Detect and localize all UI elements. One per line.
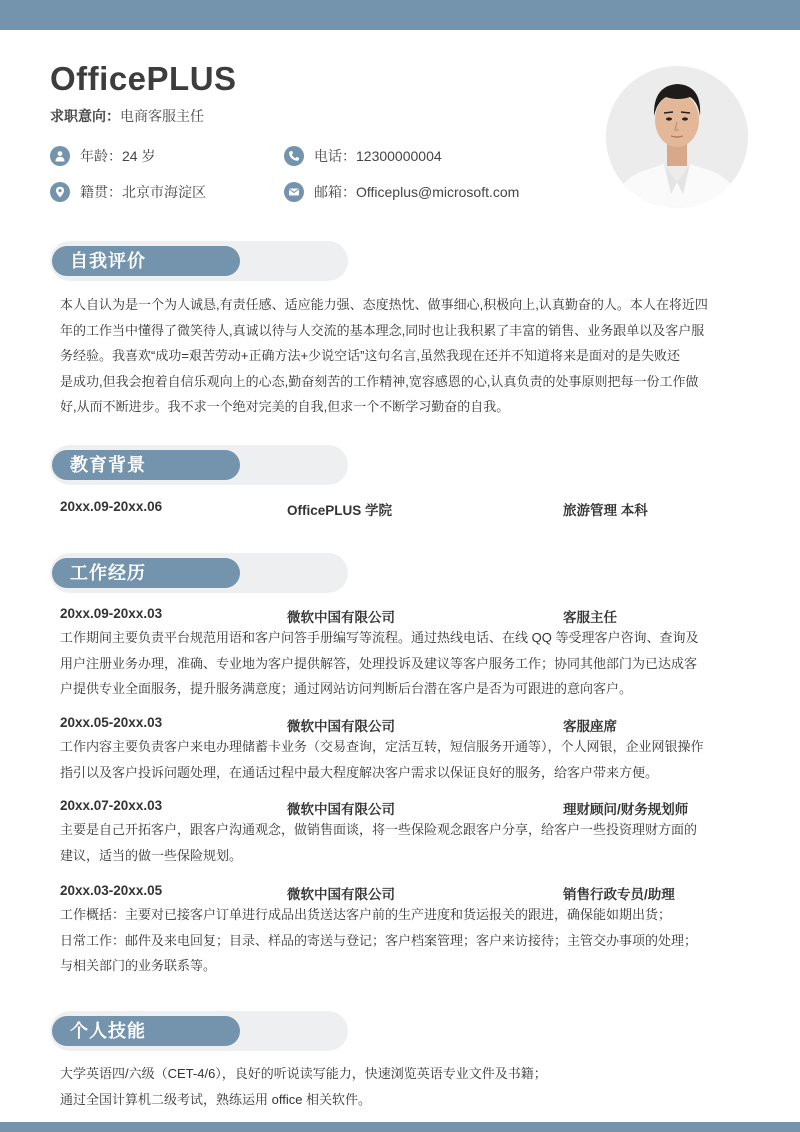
- job-row: [60, 715, 760, 735]
- skills-text: [60, 1061, 760, 1112]
- self-eval-line: 好,从而不断进步。我不求一个绝对完美的自我,但求一个不断学习勤奋的自我。: [60, 399, 510, 414]
- person-icon: [50, 146, 70, 166]
- section-header-education: [50, 445, 348, 485]
- info-email: [284, 182, 519, 202]
- job-role: 客服座席: [563, 719, 617, 734]
- job-desc-line: 工作概括：主要对已接客户订单进行成品出货送达客户前的生产进度和货运报关的跟进，确保能如期出货；: [60, 907, 672, 922]
- job-desc-line: 建议，适当的做一些保险规划。: [60, 847, 243, 863]
- job-period: 20xx.09-20xx.03: [60, 606, 163, 621]
- origin-text: 籍贯：北京市海淀区: [80, 184, 206, 200]
- job-description: [60, 902, 760, 979]
- section-title-education: 教育背景: [52, 450, 240, 480]
- job-role: 客服主任: [563, 610, 617, 625]
- job-desc-line: 指引以及客户投诉问题处理，在通话过程中最大程度解决客户需求以保证良好的服务，给客户带来方便。: [60, 764, 659, 780]
- mail-icon: [284, 182, 304, 202]
- job-desc-line: 日常工作：邮件及来电回复；目录、样品的寄送与登记；客户档案管理；客户来访接待；主管交办事项的处理；: [60, 932, 698, 948]
- resume-name: OfficePLUS: [50, 60, 237, 97]
- job-desc-line: 与相关部门的业务联系等。: [60, 958, 217, 973]
- job-role: 理财顾问/财务规划师: [563, 802, 689, 817]
- section-title-skills: 个人技能: [52, 1016, 240, 1046]
- self-eval-text: [60, 292, 760, 420]
- age-text: 年龄：24 岁: [80, 148, 156, 164]
- skills-line: 大学英语四/六级（CET-4/6），良好的听说读写能力，快速浏览英语专业文件及书籍；: [60, 1066, 547, 1081]
- phone-text: 电话：12300000004: [314, 148, 442, 164]
- job-desc-line: 工作内容主要负责客户来电办理储蓄卡业务（交易查询，定活互转，短信服务开通等），个人网银，企业网银操作: [60, 739, 704, 754]
- job-row: [60, 798, 760, 818]
- job-objective: [50, 106, 204, 126]
- self-eval-line: 是成功,但我会抱着自信乐观向上的心态,勤奋刻苦的工作精神,宽容感恩的心,认真负责的处事原则把每一份工作做: [60, 373, 699, 389]
- self-eval-line: 务经验。我喜欢“成功=艰苦劳动+正确方法+少说空话”这句名言,虽然我现在还并不知道将来是面对的是失败还: [60, 348, 681, 363]
- job-row: [60, 883, 760, 903]
- info-origin: [50, 182, 206, 202]
- job-description: [60, 625, 760, 702]
- info-age: [50, 146, 155, 166]
- section-title-self-eval: 自我评价: [52, 246, 240, 276]
- job-period: 20xx.03-20xx.05: [60, 883, 163, 898]
- self-eval-line: 本人自认为是一个为人诚恳,有责任感、适应能力强、态度热忱、做事细心,积极向上,认真勤奋的人。本人在将近四: [60, 297, 708, 312]
- job-company: 微软中国有限公司: [287, 802, 395, 817]
- bottom-accent-bar: [0, 1122, 800, 1132]
- email-text: 邮箱：Officeplus@microsoft.com: [314, 184, 520, 200]
- job-period: 20xx.05-20xx.03: [60, 715, 163, 730]
- job-desc-line: 工作期间主要负责平台规范用语和客户问答手册编写等流程。通过热线电话、在线 QQ 等受理客户咨询、查询及: [60, 630, 699, 645]
- location-pin-icon: [50, 182, 70, 202]
- education-school: OfficePLUS 学院: [287, 503, 393, 518]
- job-desc-line: 户提供专业全面服务，提升服务满意度；通过网站访问判断后台潜在客户是否为可跟进的意向客户。: [60, 681, 633, 696]
- section-header-skills: [50, 1011, 348, 1051]
- section-title-work: 工作经历: [52, 558, 240, 588]
- job-description: [60, 734, 760, 785]
- job-description: [60, 817, 760, 868]
- objective-label: 求职意向：: [50, 108, 120, 124]
- job-desc-line: 用户注册业务办理，准确、专业地为客户提供解答，处理投诉及建议等客户服务工作；协同其他部门为已达成客: [60, 655, 698, 671]
- job-role: 销售行政专员/助理: [563, 887, 675, 902]
- education-major: 旅游管理 本科: [563, 503, 648, 518]
- job-company: 微软中国有限公司: [287, 887, 395, 902]
- phone-icon: [284, 146, 304, 166]
- job-row: [60, 606, 760, 626]
- info-phone: [284, 146, 442, 166]
- education-period: 20xx.09-20xx.06: [60, 499, 163, 514]
- section-header-work: [50, 553, 348, 593]
- education-row: [60, 499, 760, 519]
- self-eval-line: 年的工作当中懂得了微笑待人,真诚以待与人交流的基本理念,同时也让我积累了丰富的销售、业务跟单以及客户服: [60, 322, 705, 338]
- section-header-self-eval: [50, 241, 348, 281]
- objective-value: 电商客服主任: [120, 108, 204, 124]
- profile-photo: [606, 66, 748, 208]
- skills-line: 通过全国计算机二级考试，熟练运用 office 相关软件。: [60, 1091, 372, 1107]
- top-accent-bar: [0, 0, 800, 30]
- job-company: 微软中国有限公司: [287, 610, 395, 625]
- job-company: 微软中国有限公司: [287, 719, 395, 734]
- job-desc-line: 主要是自己开拓客户，跟客户沟通观念，做销售面谈，将一些保险观念跟客户分享，给客户一些投资理财方面的: [60, 822, 698, 837]
- job-period: 20xx.07-20xx.03: [60, 798, 163, 813]
